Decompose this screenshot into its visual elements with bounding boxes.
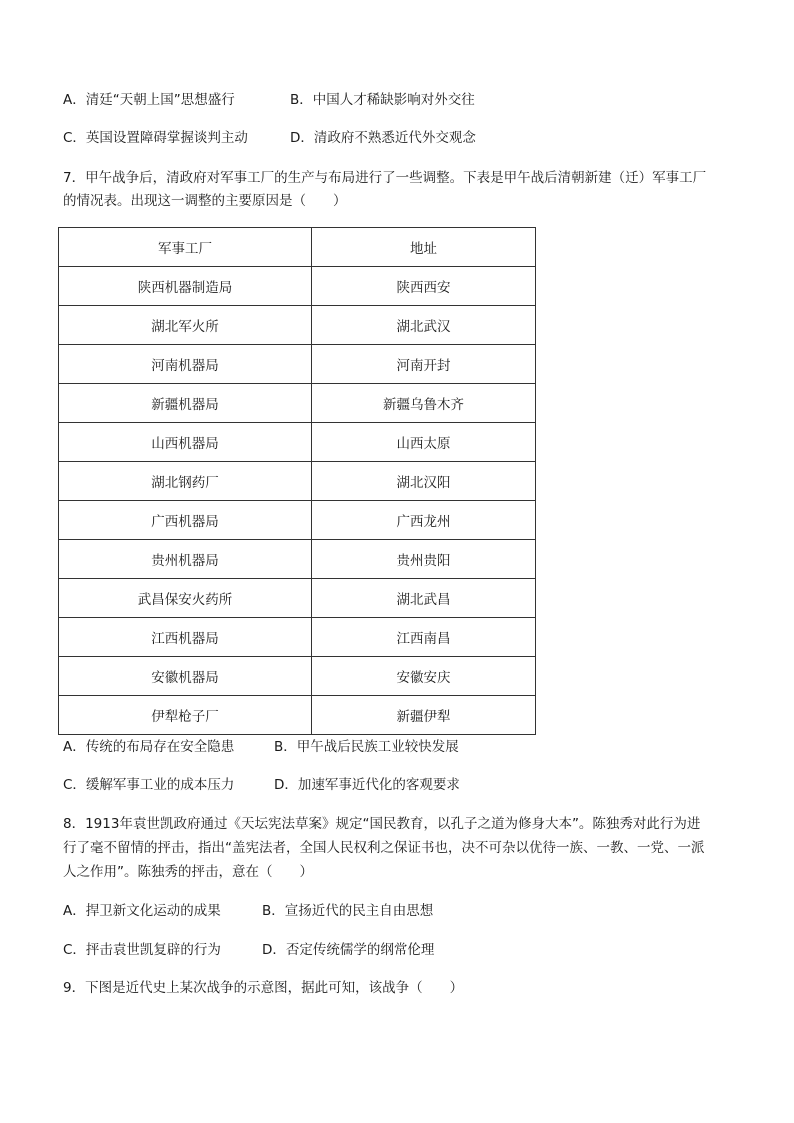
factory-cell: 山西机器局 <box>59 423 312 462</box>
factory-cell: 贵州机器局 <box>59 540 312 579</box>
address-cell: 湖北汉阳 <box>312 462 536 501</box>
q8-stem-line1: 8．1913年袁世凯政府通过《天坛宪法草案》规定“国民教育，以孔子之道为修身大本”。陈独秀对此行为进 <box>63 816 701 832</box>
table-row <box>59 579 536 618</box>
q6-option-d: D．清政府不熟悉近代外交观念 <box>290 130 476 146</box>
table-header-factory: 军事工厂 <box>59 228 312 267</box>
table-row <box>59 696 536 735</box>
address-cell: 湖北武昌 <box>312 579 536 618</box>
address-cell: 江西南昌 <box>312 618 536 657</box>
address-cell: 湖北武汉 <box>312 306 536 345</box>
table-row <box>59 423 536 462</box>
q7-stem-line1: 7．甲午战争后，清政府对军事工厂的生产与布局进行了一些调整。下表是甲午战后清朝新建（迁）军事工厂 <box>63 170 707 186</box>
military-factory-table <box>58 227 536 735</box>
q8-option-d: D．否定传统儒学的纲常伦理 <box>262 942 435 958</box>
q7-option-b: B．甲午战后民族工业较快发展 <box>274 739 459 755</box>
address-cell: 新疆伊犁 <box>312 696 536 735</box>
q7-stem-line2: 的情况表。出现这一调整的主要原因是（ ） <box>63 193 347 209</box>
table-header-row <box>59 228 536 267</box>
q8-option-c: C．抨击袁世凯复辟的行为 <box>63 942 221 958</box>
factory-cell: 安徽机器局 <box>59 657 312 696</box>
q8-option-b: B．宣扬近代的民主自由思想 <box>262 903 434 919</box>
factory-cell: 新疆机器局 <box>59 384 312 423</box>
table-row <box>59 306 536 345</box>
table-row <box>59 267 536 306</box>
q7-option-a: A．传统的布局存在安全隐患 <box>63 739 235 755</box>
address-cell: 安徽安庆 <box>312 657 536 696</box>
address-cell: 新疆乌鲁木齐 <box>312 384 536 423</box>
factory-cell: 广西机器局 <box>59 501 312 540</box>
factory-cell: 湖北军火所 <box>59 306 312 345</box>
address-cell: 贵州贵阳 <box>312 540 536 579</box>
factory-cell: 河南机器局 <box>59 345 312 384</box>
factory-cell: 江西机器局 <box>59 618 312 657</box>
table-row <box>59 462 536 501</box>
factory-cell: 陕西机器制造局 <box>59 267 312 306</box>
table-row <box>59 618 536 657</box>
table-row <box>59 540 536 579</box>
address-cell: 河南开封 <box>312 345 536 384</box>
factory-cell: 伊犁枪子厂 <box>59 696 312 735</box>
q6-option-a: A．清廷“天朝上国”思想盛行 <box>63 92 235 108</box>
address-cell: 山西太原 <box>312 423 536 462</box>
q8-option-a: A．捍卫新文化运动的成果 <box>63 903 221 919</box>
table-row <box>59 345 536 384</box>
q8-stem-line2: 行了毫不留情的抨击，指出“盖宪法者，全国人民权利之保证书也，决不可杂以优待一族、一教、一党、一派 <box>63 840 705 856</box>
q7-option-d: D．加速军事近代化的客观要求 <box>274 777 460 793</box>
address-cell: 广西龙州 <box>312 501 536 540</box>
table-row <box>59 657 536 696</box>
q6-option-b: B．中国人才稀缺影响对外交往 <box>290 92 475 108</box>
q6-option-c: C．英国设置障碍掌握谈判主动 <box>63 130 248 146</box>
q8-stem-line3: 人之作用”。陈独秀的抨击，意在（ ） <box>63 864 313 880</box>
q9-stem: 9．下图是近代史上某次战争的示意图，据此可知，该战争（ ） <box>63 980 464 996</box>
q7-option-c: C．缓解军事工业的成本压力 <box>63 777 235 793</box>
table-row <box>59 384 536 423</box>
table-header-address: 地址 <box>312 228 536 267</box>
table-row <box>59 501 536 540</box>
factory-cell: 武昌保安火药所 <box>59 579 312 618</box>
address-cell: 陕西西安 <box>312 267 536 306</box>
factory-cell: 湖北钢药厂 <box>59 462 312 501</box>
